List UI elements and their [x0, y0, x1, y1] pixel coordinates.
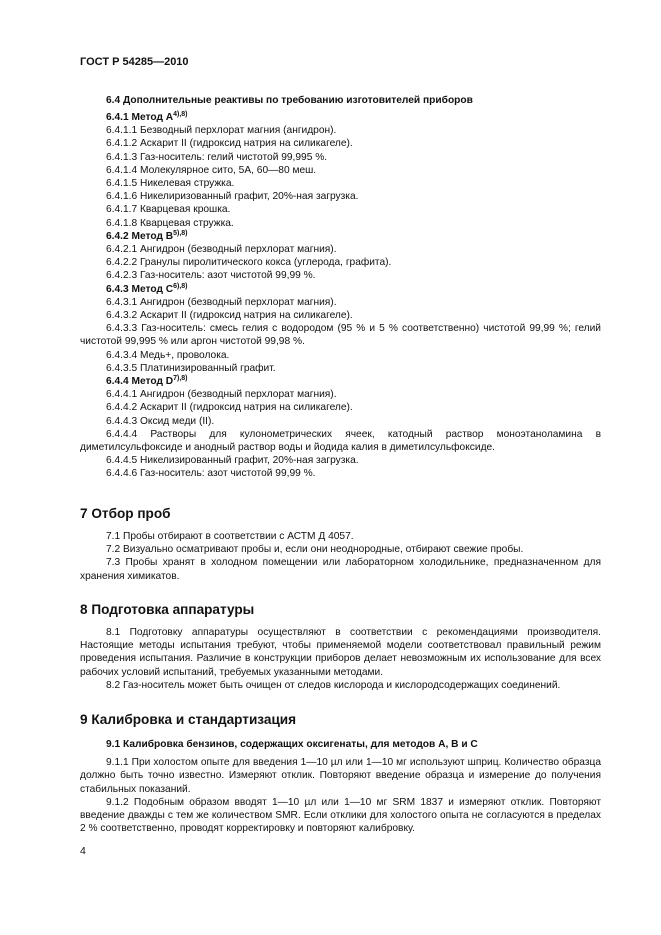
- list-item: 6.4.2.2 Гранулы пиролитического кокса (углерода, графита).: [106, 257, 392, 269]
- section-7-body: [80, 530, 601, 583]
- method-d-heading: [80, 375, 601, 388]
- section-7: [80, 506, 601, 522]
- document-header: ГОСТ Р 54285—2010: [80, 56, 189, 68]
- section-9-body: [80, 738, 601, 835]
- list-item: 6.4.3.5 Платинизированный графит.: [106, 362, 276, 374]
- method-a-heading: [80, 111, 601, 124]
- list-item: 6.4.4.6 Газ-носитель: азот чистотой 99,99 %.: [106, 468, 316, 480]
- list-item: 6.4.4.5 Никелизированный графит, 20%-ная загрузка.: [106, 455, 359, 467]
- method-c-label: 6.4.3 Метод С: [106, 283, 174, 295]
- method-c-heading: [80, 283, 601, 296]
- section-9: [80, 712, 601, 728]
- list-item: 6.4.4.3 Оксид меди (II).: [106, 415, 215, 427]
- page-number: 4: [80, 845, 86, 857]
- list-item-paragraph: 6.4.3.3 Газ-носитель: смесь гелия с водородом (95 % и 5 % соответственно) чистотой 99,99 %; гелий чистотой 99,995 % или аргон чистотой 99,98 %.: [80, 323, 601, 348]
- method-a-block: [80, 111, 601, 481]
- list-item: 6.4.1.1 Безводный перхлорат магния (ангидрон).: [106, 125, 337, 137]
- method-b-footnote-ref: 5),8): [173, 229, 188, 237]
- section-9-title: 9 Калибровка и стандартизация: [80, 712, 297, 727]
- section-8-body: [80, 626, 601, 692]
- list-item: 6.4.2.3 Газ-носитель: азот чистотой 99,99 %.: [106, 270, 316, 282]
- paragraph: 8.1 Подготовку аппаратуры осуществляют в соответствии с рекомендациями производителя. Настоящие методы испытания требуют, чтобы применяемой модели соответствовал правильный режим проведения испытания. Различие в конструкции приборов делает невозможным их использование для всех рабочих условий испытаний, требуемых указанными методами.: [80, 627, 601, 678]
- paragraph: 8.2 Газ-носитель может быть очищен от следов кислорода и кислородсодержащих соединений.: [106, 679, 561, 691]
- list-item: 6.4.1.3 Газ-носитель: гелий чистотой 99,995 %.: [106, 151, 328, 163]
- list-item: 6.4.4.1 Ангидрон (безводный перхлорат магния).: [106, 389, 337, 401]
- section-8: [80, 602, 601, 618]
- section-9-1-title: 9.1 Калибровка бензинов, содержащих оксигенаты, для методов А, В и С: [106, 739, 478, 750]
- list-item: 6.4.1.4 Молекулярное сито, 5А, 60—80 меш.: [106, 164, 317, 176]
- list-item: 6.4.1.8 Кварцевая стружка.: [106, 217, 234, 229]
- paragraph: 7.2 Визуально осматривают пробы и, если они неоднородные, отбирают свежие пробы.: [106, 544, 524, 556]
- list-item: 6.4.1.5 Никелевая стружка.: [106, 178, 235, 190]
- paragraph: 9.1.1 При холостом опыте для введения 1—10 µл или 1—10 мг используют шприц. Количество образца должно быть точно известно. Измеряют отклик. Повторяют введение образца и измерение до получения стабильных показаний.: [80, 757, 601, 795]
- method-a-footnote-ref: 4),8): [173, 111, 188, 118]
- section-8-title: 8 Подготовка аппаратуры: [80, 602, 255, 617]
- list-item: 6.4.3.1 Ангидрон (безводный перхлорат магния).: [106, 296, 337, 308]
- section-7-title: 7 Отбор проб: [80, 506, 171, 521]
- list-item: 6.4.1.7 Кварцевая крошка.: [106, 204, 231, 216]
- list-item: 6.4.1.6 Никелиризованный графит, 20%-ная загрузка.: [106, 191, 359, 203]
- paragraph: 7.1 Пробы отбирают в соответствии с АСТМ Д 4057.: [106, 531, 354, 542]
- method-d-label: 6.4.4 Метод D: [106, 376, 174, 388]
- paragraph: 7.3 Пробы хранят в холодном помещении или лабораторном холодильнике, предназначенном для хранения химикатов.: [80, 557, 601, 582]
- paragraph: 9.1.2 Подобным образом вводят 1—10 µл или 1—10 мг SRM 1837 и измеряют отклик. Повторяют введение дважды с тем же количеством SMR. Если отклики для холостого опыта не согласуются в пределах 2 % соответственно, проводят корректировку и повторяют калибровку.: [80, 796, 601, 835]
- list-item-paragraph: 6.4.4.4 Растворы для кулонометрических ячеек, катодный раствор моноэтаноламина в диметилсульфоксиде и анодный раствор воды и йодида калия в диметилсульфоксиде.: [80, 428, 601, 454]
- list-item: 6.4.4.2 Аскарит II (гидроксид натрия на силикагеле).: [106, 402, 353, 414]
- method-c-footnote-ref: 6),8): [173, 282, 188, 290]
- method-d-footnote-ref: 7),8): [173, 375, 188, 383]
- section-6-4-title: 6.4 Дополнительные реактивы по требованию изготовителей приборов: [106, 95, 473, 106]
- list-item: 6.4.2.1 Ангидрон (безводный перхлорат магния).: [106, 244, 337, 256]
- method-a-label: 6.4.1 Метод А: [106, 112, 174, 123]
- list-item: 6.4.3.4 Медь+, проволока.: [106, 349, 230, 361]
- method-b-label: 6.4.2 Метод В: [106, 230, 174, 242]
- list-item: 6.4.1.2 Аскарит II (гидроксид натрия на силикагеле).: [106, 138, 353, 150]
- method-b-heading: [80, 230, 601, 243]
- list-item: 6.4.3.2 Аскарит II (гидроксид натрия на силикагеле).: [106, 310, 353, 322]
- section-6-4: [80, 94, 601, 107]
